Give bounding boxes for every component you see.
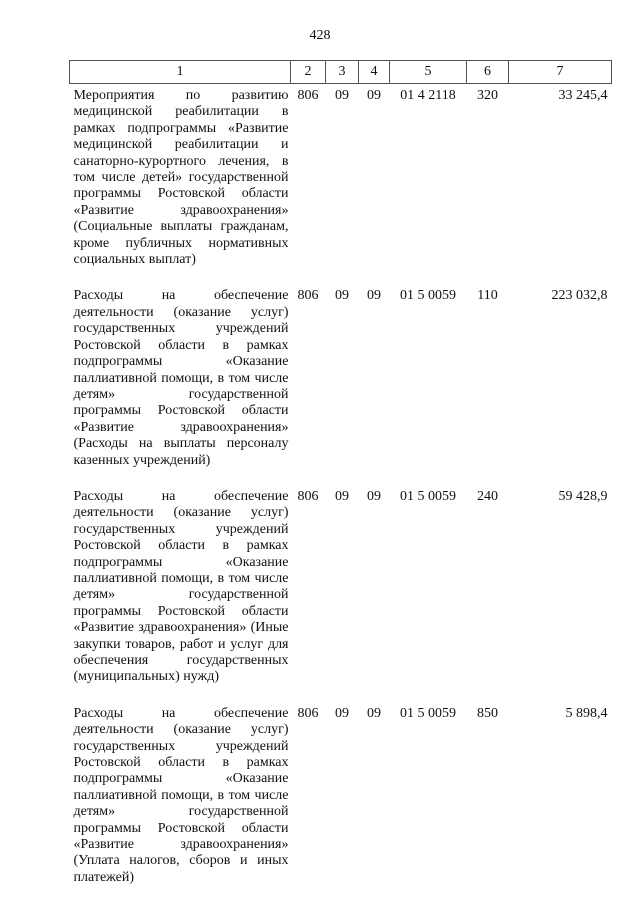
row-description: Мероприятия по развитию медицинской реабилитации в рамках подпрограммы «Развитие медицинской реабилитации и санаторно-курортного лечения, в том числе детей» государственной программы Ростовской области «Развитие здравоохранения» (Социальные выплаты гражданам, кроме публичных нормативных социальных выплат) bbox=[73, 88, 289, 268]
cell-subsection: 09 bbox=[367, 488, 381, 504]
cell-section: 09 bbox=[335, 288, 349, 304]
row-description: Расходы на обеспечение деятельности (оказание услуг) государственных учреждений Ростовской области в рамках подпрограммы «Оказание паллиативной помощи, в том числе детям» государственной программы Ростовской области «Развитие здравоохранения» (Уплата налогов, сборов и иных платежей) bbox=[73, 705, 289, 885]
budget-table bbox=[69, 60, 612, 902]
cell-target-article: 01 5 0059 bbox=[400, 488, 456, 504]
cell-ministry-code: 806 bbox=[297, 705, 319, 721]
cell-target-article: 01 4 2118 bbox=[400, 88, 456, 103]
cell-ministry-code: 806 bbox=[297, 488, 319, 504]
cell-amount: 59 428,9 bbox=[558, 488, 608, 504]
cell-ministry-code: 806 bbox=[297, 288, 319, 304]
table-row bbox=[70, 84, 612, 285]
cell-subsection: 09 bbox=[367, 705, 381, 721]
table-row bbox=[70, 284, 612, 484]
cell-section: 09 bbox=[335, 705, 349, 721]
cell-amount: 5 898,4 bbox=[565, 705, 608, 721]
cell-section: 09 bbox=[335, 488, 349, 504]
cell-ministry-code: 806 bbox=[297, 88, 319, 103]
column-header: 3 bbox=[326, 61, 359, 84]
column-header: 4 bbox=[359, 61, 390, 84]
page-number: 428 bbox=[309, 28, 331, 43]
row-description: Расходы на обеспечение деятельности (оказание услуг) государственных учреждений Ростовской области в рамках подпрограммы «Оказание паллиативной помощи, в том числе детям» государственной программы Ростовской области «Развитие здравоохранения» (Расходы на выплаты персоналу казенных учреждений) bbox=[73, 288, 289, 468]
table-row bbox=[70, 702, 612, 902]
column-header: 1 bbox=[70, 61, 291, 84]
table-row bbox=[70, 485, 612, 702]
cell-expense-type: 850 bbox=[477, 705, 498, 721]
cell-expense-type: 110 bbox=[477, 288, 498, 304]
column-header: 6 bbox=[467, 61, 509, 84]
column-header: 2 bbox=[291, 61, 326, 84]
column-header: 5 bbox=[390, 61, 467, 84]
cell-target-article: 01 5 0059 bbox=[400, 705, 456, 721]
cell-expense-type: 320 bbox=[477, 88, 498, 103]
row-description: Расходы на обеспечение деятельности (оказание услуг) государственных учреждений Ростовской области в рамках подпрограммы «Оказание паллиативной помощи, в том числе детям» государственной программы Ростовской области «Развитие здравоохранения» (Иные закупки товаров, работ и услуг для обеспечения государственных (муниципальных) нужд) bbox=[73, 488, 289, 685]
cell-amount: 223 032,8 bbox=[551, 288, 608, 304]
cell-amount: 33 245,4 bbox=[558, 88, 608, 103]
cell-section: 09 bbox=[335, 88, 349, 103]
header-row bbox=[70, 61, 612, 84]
cell-target-article: 01 5 0059 bbox=[400, 288, 456, 304]
cell-subsection: 09 bbox=[367, 88, 381, 103]
cell-subsection: 09 bbox=[367, 288, 381, 304]
column-header: 7 bbox=[509, 61, 612, 84]
cell-expense-type: 240 bbox=[477, 488, 498, 504]
